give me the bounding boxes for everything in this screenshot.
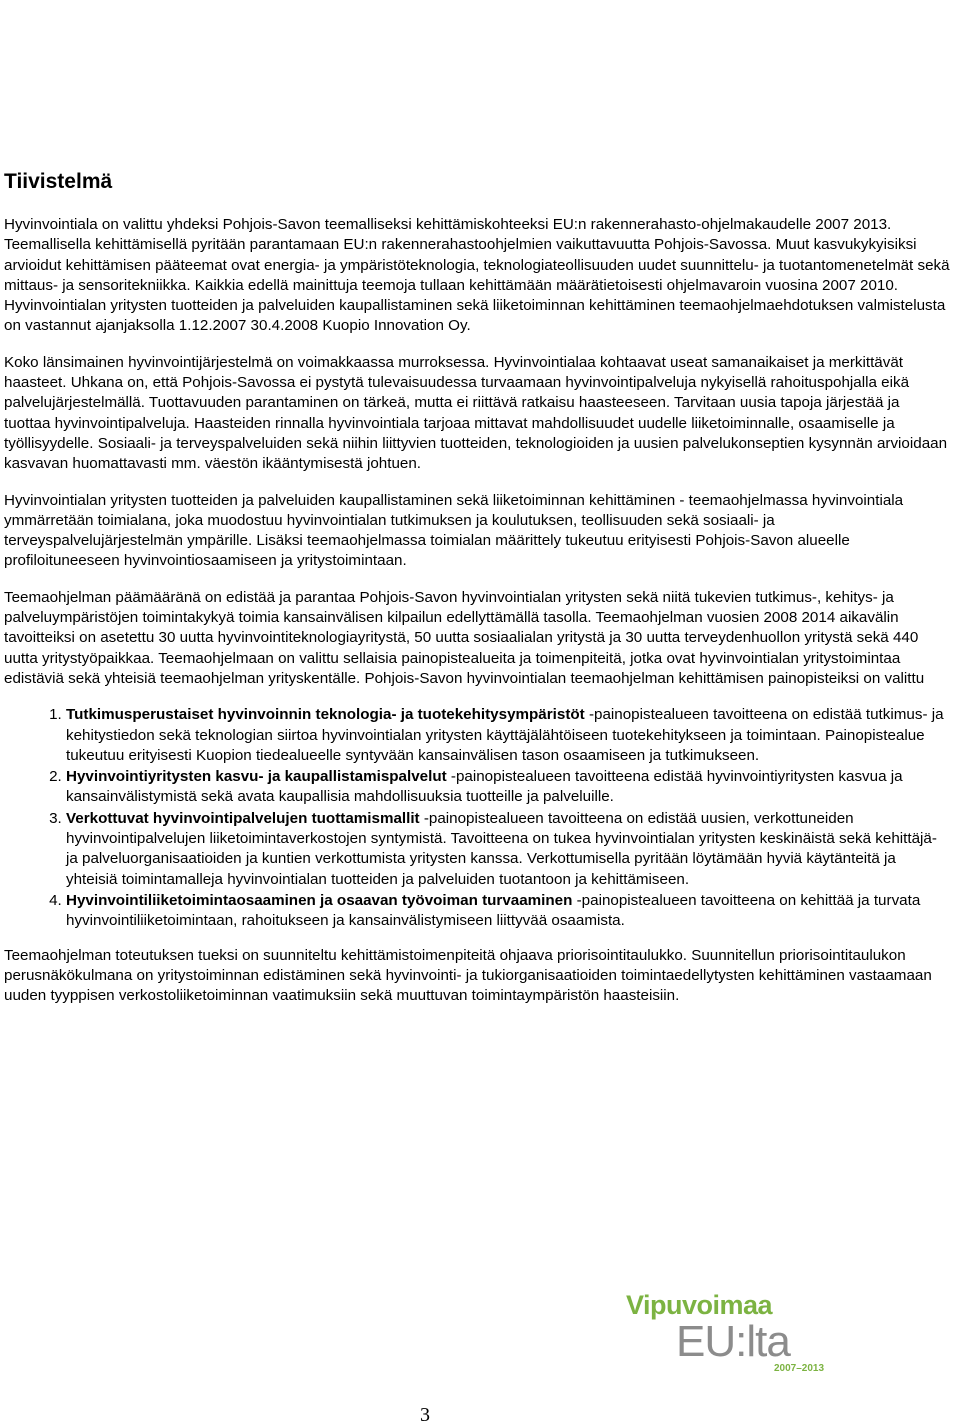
paragraph-closing: Teemaohjelman toteutuksen tueksi on suunniteltu kehittämistoimenpiteitä ohjaava priorisointitaulukko. Suunnitellun priorisointitaulukon perusnäkökulmana on yritystoiminnan edistäminen sekä hyvinvointi- ja tukiorganisaatioiden toimintaedellytysten kehittäminen vastaamaan uuden tyyppisen verkostoliiketoiminnan vaatimuksiin sekä muuttuvan toimintaympäristön haasteisiin. (4, 946, 932, 1005)
list-item-text: -painopistealueen tavoitteena on edistää uusien, verkottuneiden hyvinvointipalvelujen liiketoimintaverkostojen syntymistä. Tavoitteena on tukea hyvinvointialan yritysten keskinäistä sekä kehittäjä- ja palveluorganisaatioiden ja kuntien verkottumista yritysten kanssa. Verkottumisella pyritään löytämään hyviä käytänteitä ja yhteisiä toimintamalleja hyvinvointialan tuotteiden ja palveluiden tuotantoon ja kehittämiseen. (66, 809, 937, 888)
logo-text-years: 2007–2013 (774, 1363, 825, 1374)
list-item-heading: Hyvinvointiliiketoimintaosaaminen ja osaavan työvoiman turvaaminen (66, 891, 573, 909)
paragraph-challenges: Koko länsimainen hyvinvointijärjestelmä on voimakkaassa murroksessa. Hyvinvointialaa kohtaavat useat samanaikaiset ja merkittävät haasteet. Uhkana on, että Pohjois-Savossa ei pystytä tulevaisuudessa turvaamaan hyvinvointipalveluja nykyisellä rahoituspohjalla eikä palvelujärjestelmällä. Tuottavuuden parantaminen on tärkeä, mutta ei riittävä ratkaisu haasteeseen. Tarvitaan uusia tapoja järjestää ja tuottaa hyvinvointipalveluja. Haasteiden rinnalla hyvinvointiala tarjoaa mittavat mahdollisuudet uudelle liiketoiminnalle, osaamiselle ja työllisyydelle. Sosiaali- ja terveyspalveluiden sekä niihin liittyvien tuotteiden, teknologioiden ja uusien palvelukonseptien kysynnän arvioidaan kasvavan huomattavasti mm. väestön ikääntymisestä johtuen. (4, 353, 948, 473)
page-number: 3 (420, 1404, 430, 1426)
list-item (66, 705, 950, 766)
list-item-heading: Tutkimusperustaiset hyvinvoinnin teknologia- ja tuotekehitysympäristöt (66, 706, 585, 724)
vipuvoimaa-logo (622, 1286, 832, 1376)
list-item-heading: Verkottuvat hyvinvointipalvelujen tuottamismallit (66, 809, 420, 827)
list-item-text: -painopistealueen tavoitteena on kehittää ja turvata hyvinvointiliiketoimintaan, rahoitukseen ja kansainvälistymiseen liittyvää osaamista. (66, 891, 921, 930)
paragraph-intro: Hyvinvointiala on valittu yhdeksi Pohjois-Savon teemalliseksi kehittämiskohteeksi EU:n rakennerahasto-ohjelmakaudelle 2007 2013. Teemallisella kehittämisellä pyritään parantamaan EU:n rakennerahastoohjelmien vaikuttavuutta Pohjois-Savossa. Muut kasvukykyisiksi arvioidut kehittämisen pääteemat ovat energia- ja ympäristöteknologia, teknologiateollisuuden uudet suunnittelu- ja tuotantomenetelmät sekä mittaus- ja sensoritekniikka. Kaikkia edellä mainittuja teemoja tullaan kehittämään määrätietoisesti ohjelmavaroin vuosina 2007 2010. Hyvinvointialan yritysten tuotteiden ja palveluiden kaupallistaminen sekä liiketoiminnan kehittäminen teemaohjelmaehdotuksen valmistelusta on vastannut ajanjaksolla 1.12.2007 30.4.2008 Kuopio Innovation Oy. (4, 216, 950, 335)
logo-text-top: Vipuvoimaa (626, 1290, 773, 1320)
list-item-text: -painopistealueen tavoitteena on edistää tutkimus- ja kehitystiedon sekä teknologian siirtoa hyvinvointialan yritysten käyttäjälähtöiseen tuotekehitykseen ja toimintaan. Painopistealue tukeutuu erityisesti Kuopion tiedealueelle syntyvään kansainvälisen tason osaamiseen ja tutkimukseen. (66, 706, 944, 764)
logo-text-main: EU:lta (676, 1317, 790, 1366)
body-text (4, 215, 950, 1022)
paragraph-definition: Hyvinvointialan yritysten tuotteiden ja palveluiden kaupallistaminen sekä liiketoiminnan kehittäminen - teemaohjelmassa hyvinvointiala ymmärretään toimialana, joka muodostuu hyvinvointialan tutkimuksen ja koulutuksen, teollisuuden sekä sosiaali- ja terveyspalvelujärjestelmän ympärille. Lisäksi teemaohjelmassa toimialan määrittely tukeutuu erityisesti Pohjois-Savon alueelle profiloituneeseen hyvinvointiosaamiseen ja yritystoimintaan. (4, 491, 904, 570)
list-item-heading: Hyvinvointiyritysten kasvu- ja kaupallistamispalvelut (66, 768, 447, 786)
list-item-text: -painopistealueen tavoitteena edistää hyvinvointiyritysten kasvua ja kansainvälistymistä sekä avata kaupallisia mahdollisuuksia tuotteille ja palveluille. (66, 768, 903, 806)
list-item (66, 767, 950, 808)
page-title: Tiivistelmä (4, 170, 113, 193)
list-item (66, 891, 950, 932)
focus-areas-list (4, 705, 950, 931)
list-item (66, 809, 950, 890)
paragraph-goals: Teemaohjelman päämääränä on edistää ja parantaa Pohjois-Savon hyvinvointialan yritysten sekä niitä tukevien tutkimus-, kehitys- ja palveluympäristöjen toimintakykyä toimia kansainvälisen kilpailun edellyttämällä tasolla. Teemaohjelman vuosien 2008 2014 aikavälin tavoitteiksi on asetettu 30 uutta hyvinvointiteknologiayritystä, 50 uutta sosiaalialan yritystä ja 30 uutta terveydenhuollon yritystä sekä 440 uutta yritystyöpaikkaa. Teemaohjelmaan on valittu sellaisia painopistealueita ja toimenpiteitä, jotka ovat hyvinvointialan yritystoimintaa edistäviä sekä yhteisiä teemaohjelman yrityskentälle. Pohjois-Savon hyvinvointialan teemaohjelman kehittämisen painopisteiksi on valittu (4, 588, 925, 687)
